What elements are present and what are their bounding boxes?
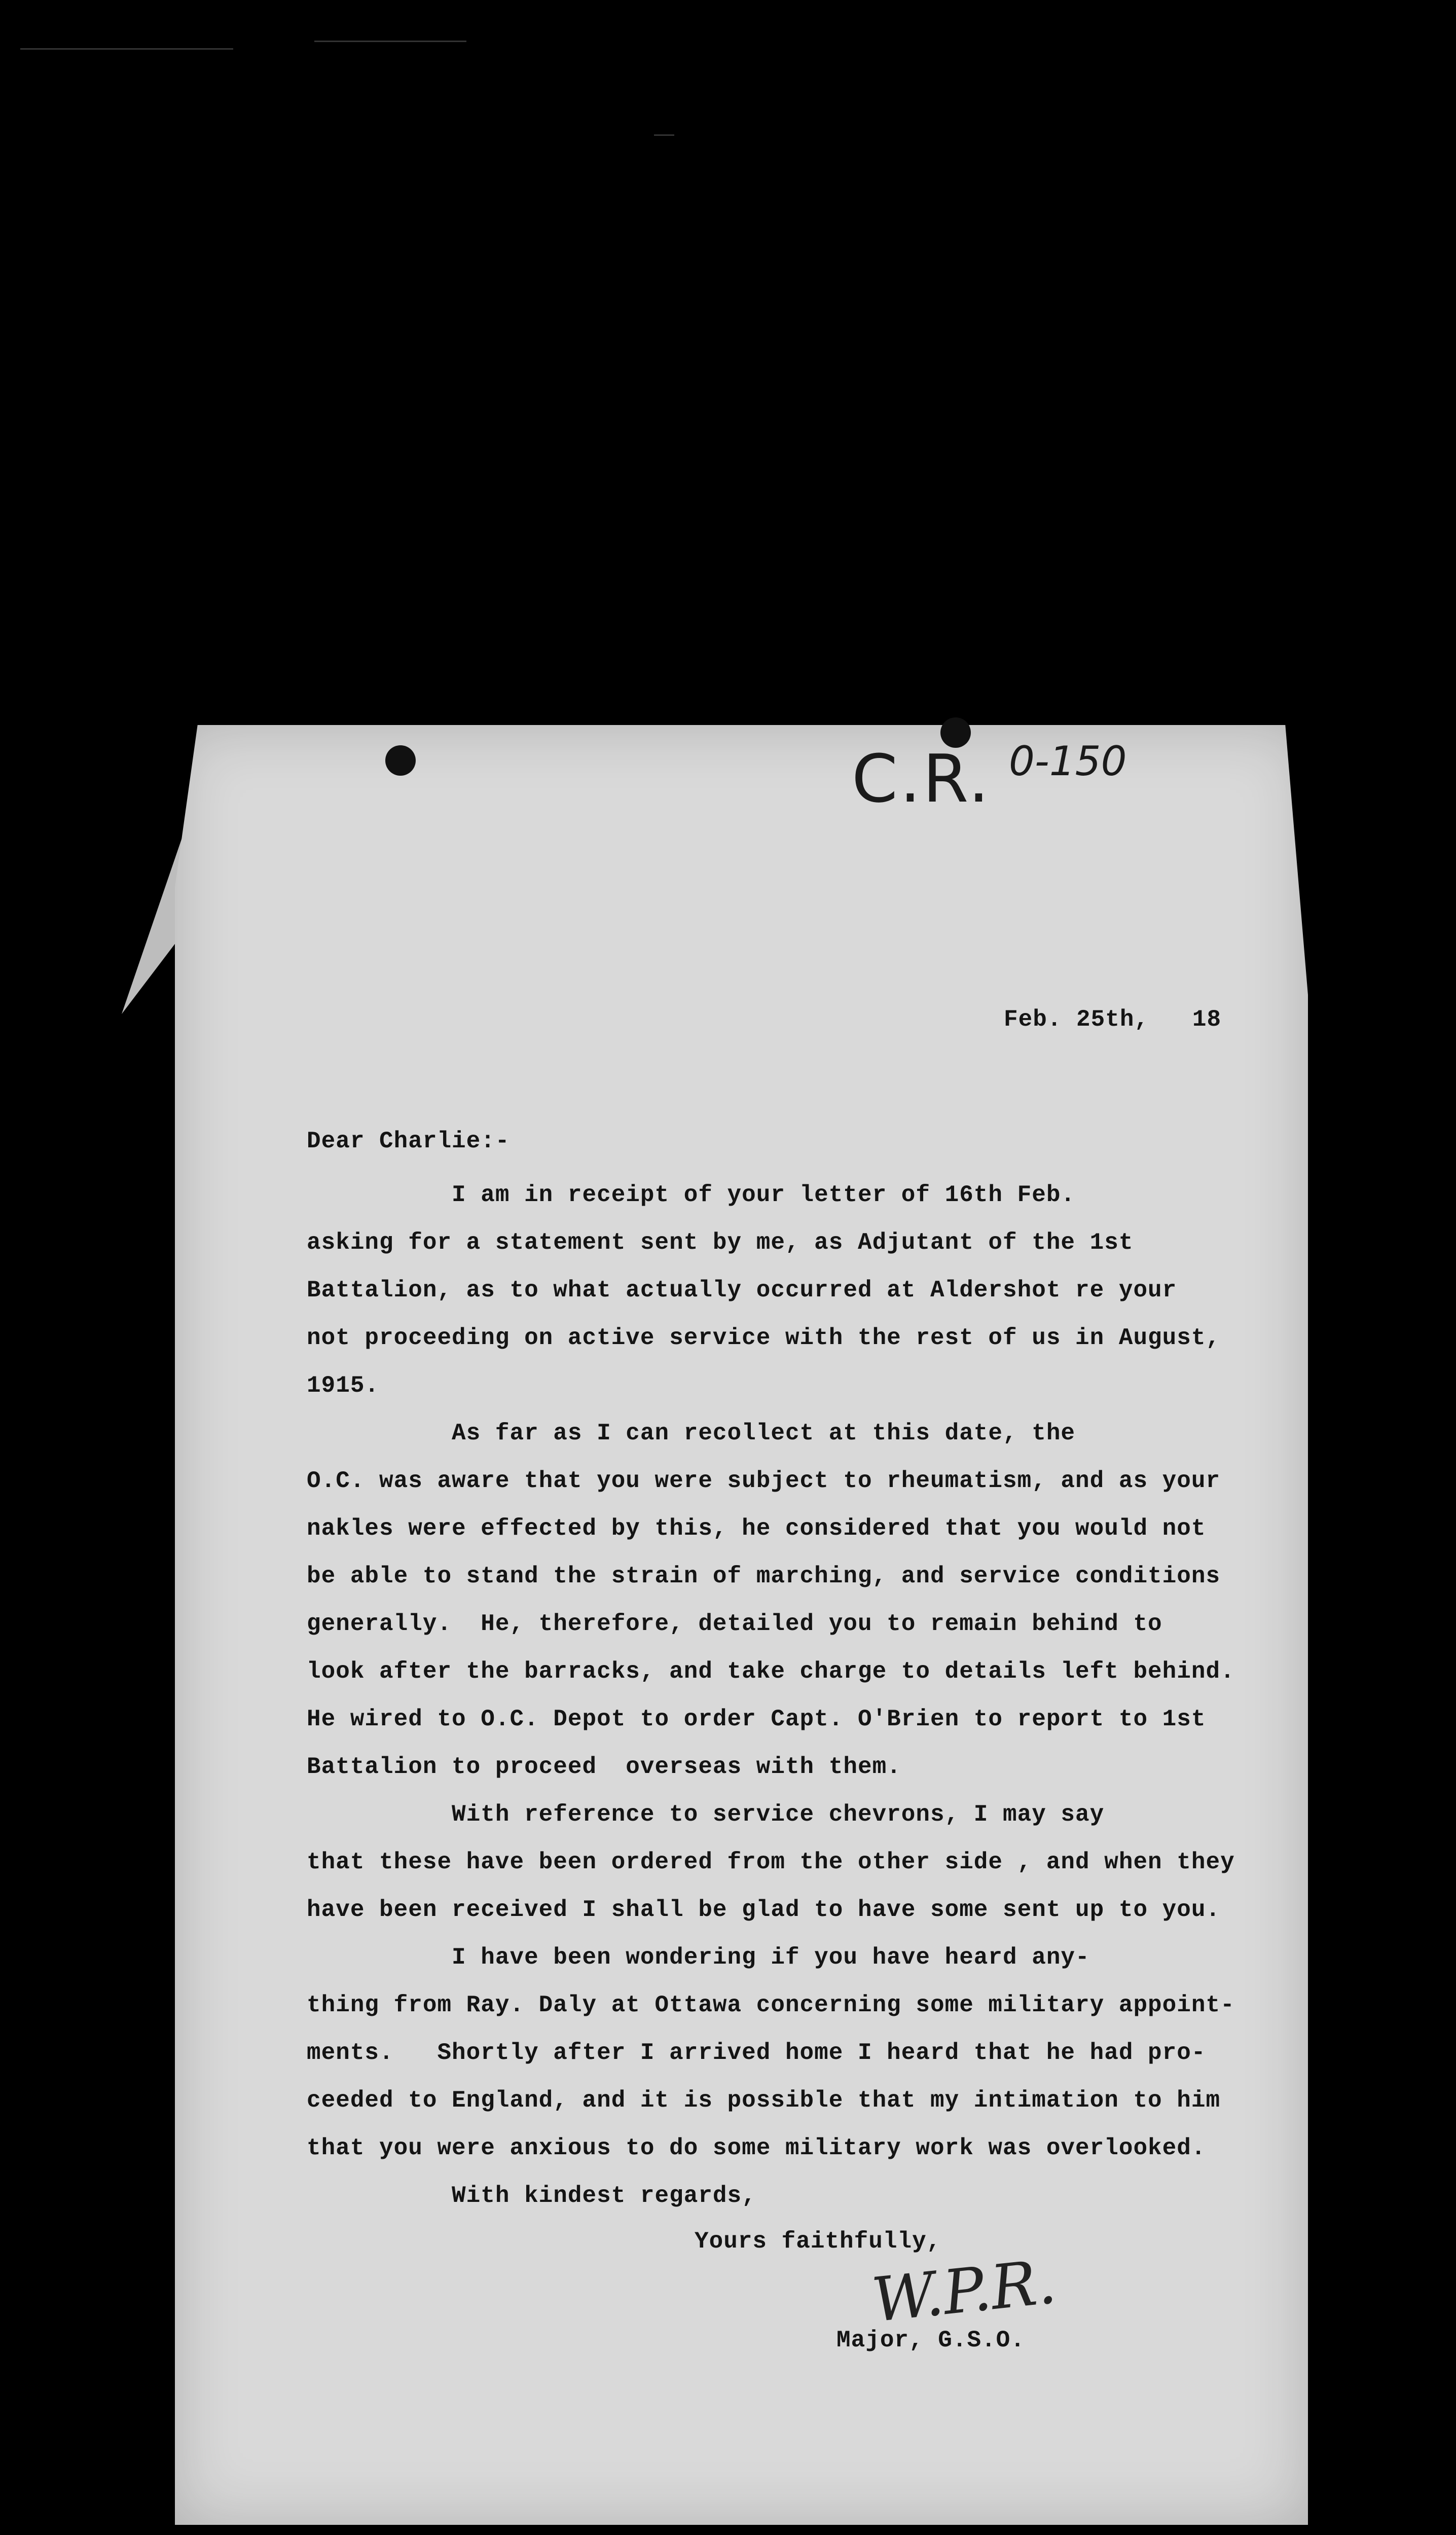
- scan-background: [0, 0, 1456, 720]
- body-line: As far as I can recollect at this date, the: [307, 1420, 1076, 1446]
- body-line: O.C. was aware that you were subject to rheumatism, and as your: [307, 1468, 1221, 1494]
- scan-scratch: [654, 134, 674, 136]
- body-line: ceeded to England, and it is possible that my intimation to him: [307, 2087, 1221, 2114]
- salutation: Dear Charlie:-: [307, 1128, 510, 1154]
- body-line: look after the barracks, and take charge to details left behind.: [307, 1658, 1235, 1685]
- body-line: generally. He, therefore, detailed you to remain behind to: [307, 1611, 1162, 1637]
- body-line: Battalion, as to what actually occurred at Aldershot re your: [307, 1277, 1177, 1303]
- handwritten-signature: W.P.R.: [868, 2247, 1060, 2336]
- body-line: have been received I shall be glad to have some sent up to you.: [307, 1897, 1221, 1923]
- body-line: He wired to O.C. Depot to order Capt. O'Brien to report to 1st: [307, 1706, 1206, 1732]
- body-line: not proceeding on active service with the rest of us in August,: [307, 1325, 1221, 1351]
- body-line: Battalion to proceed overseas with them.: [307, 1754, 901, 1780]
- file-reference-handwritten: 0-150: [1009, 738, 1127, 785]
- body-line: 1915.: [307, 1372, 380, 1399]
- body-line: I have been wondering if you have heard any-: [307, 1944, 1090, 1971]
- body-line: that these have been ordered from the other side , and when they: [307, 1849, 1235, 1875]
- body-line: I am in receipt of your letter of 16th Feb.: [307, 1182, 1076, 1208]
- body-line: asking for a statement sent by me, as Adjutant of the 1st: [307, 1229, 1134, 1256]
- scan-scratch: [314, 41, 466, 42]
- body-line: With kindest regards,: [307, 2183, 756, 2209]
- body-line: that you were anxious to do some military work was overlooked.: [307, 2135, 1206, 2161]
- letter-body: [307, 1171, 1245, 2220]
- punch-hole: [385, 745, 416, 776]
- body-line: With reference to service chevrons, I may say: [307, 1801, 1105, 1828]
- body-line: ments. Shortly after I arrived home I heard that he had pro-: [307, 2040, 1206, 2066]
- letter-date: Feb. 25th, 18: [1004, 1006, 1222, 1033]
- cr-stamp-mark: C.R.: [852, 740, 992, 817]
- body-line: nakles were effected by this, he considered that you would not: [307, 1515, 1206, 1542]
- signatory-title: Major, G.S.O.: [836, 2327, 1025, 2353]
- body-line: be able to stand the strain of marching, and service conditions: [307, 1563, 1221, 1589]
- body-line: thing from Ray. Daly at Ottawa concerning some military appoint-: [307, 1992, 1235, 2018]
- closing: Yours faithfully,: [695, 2228, 941, 2255]
- scan-scratch: [20, 48, 233, 50]
